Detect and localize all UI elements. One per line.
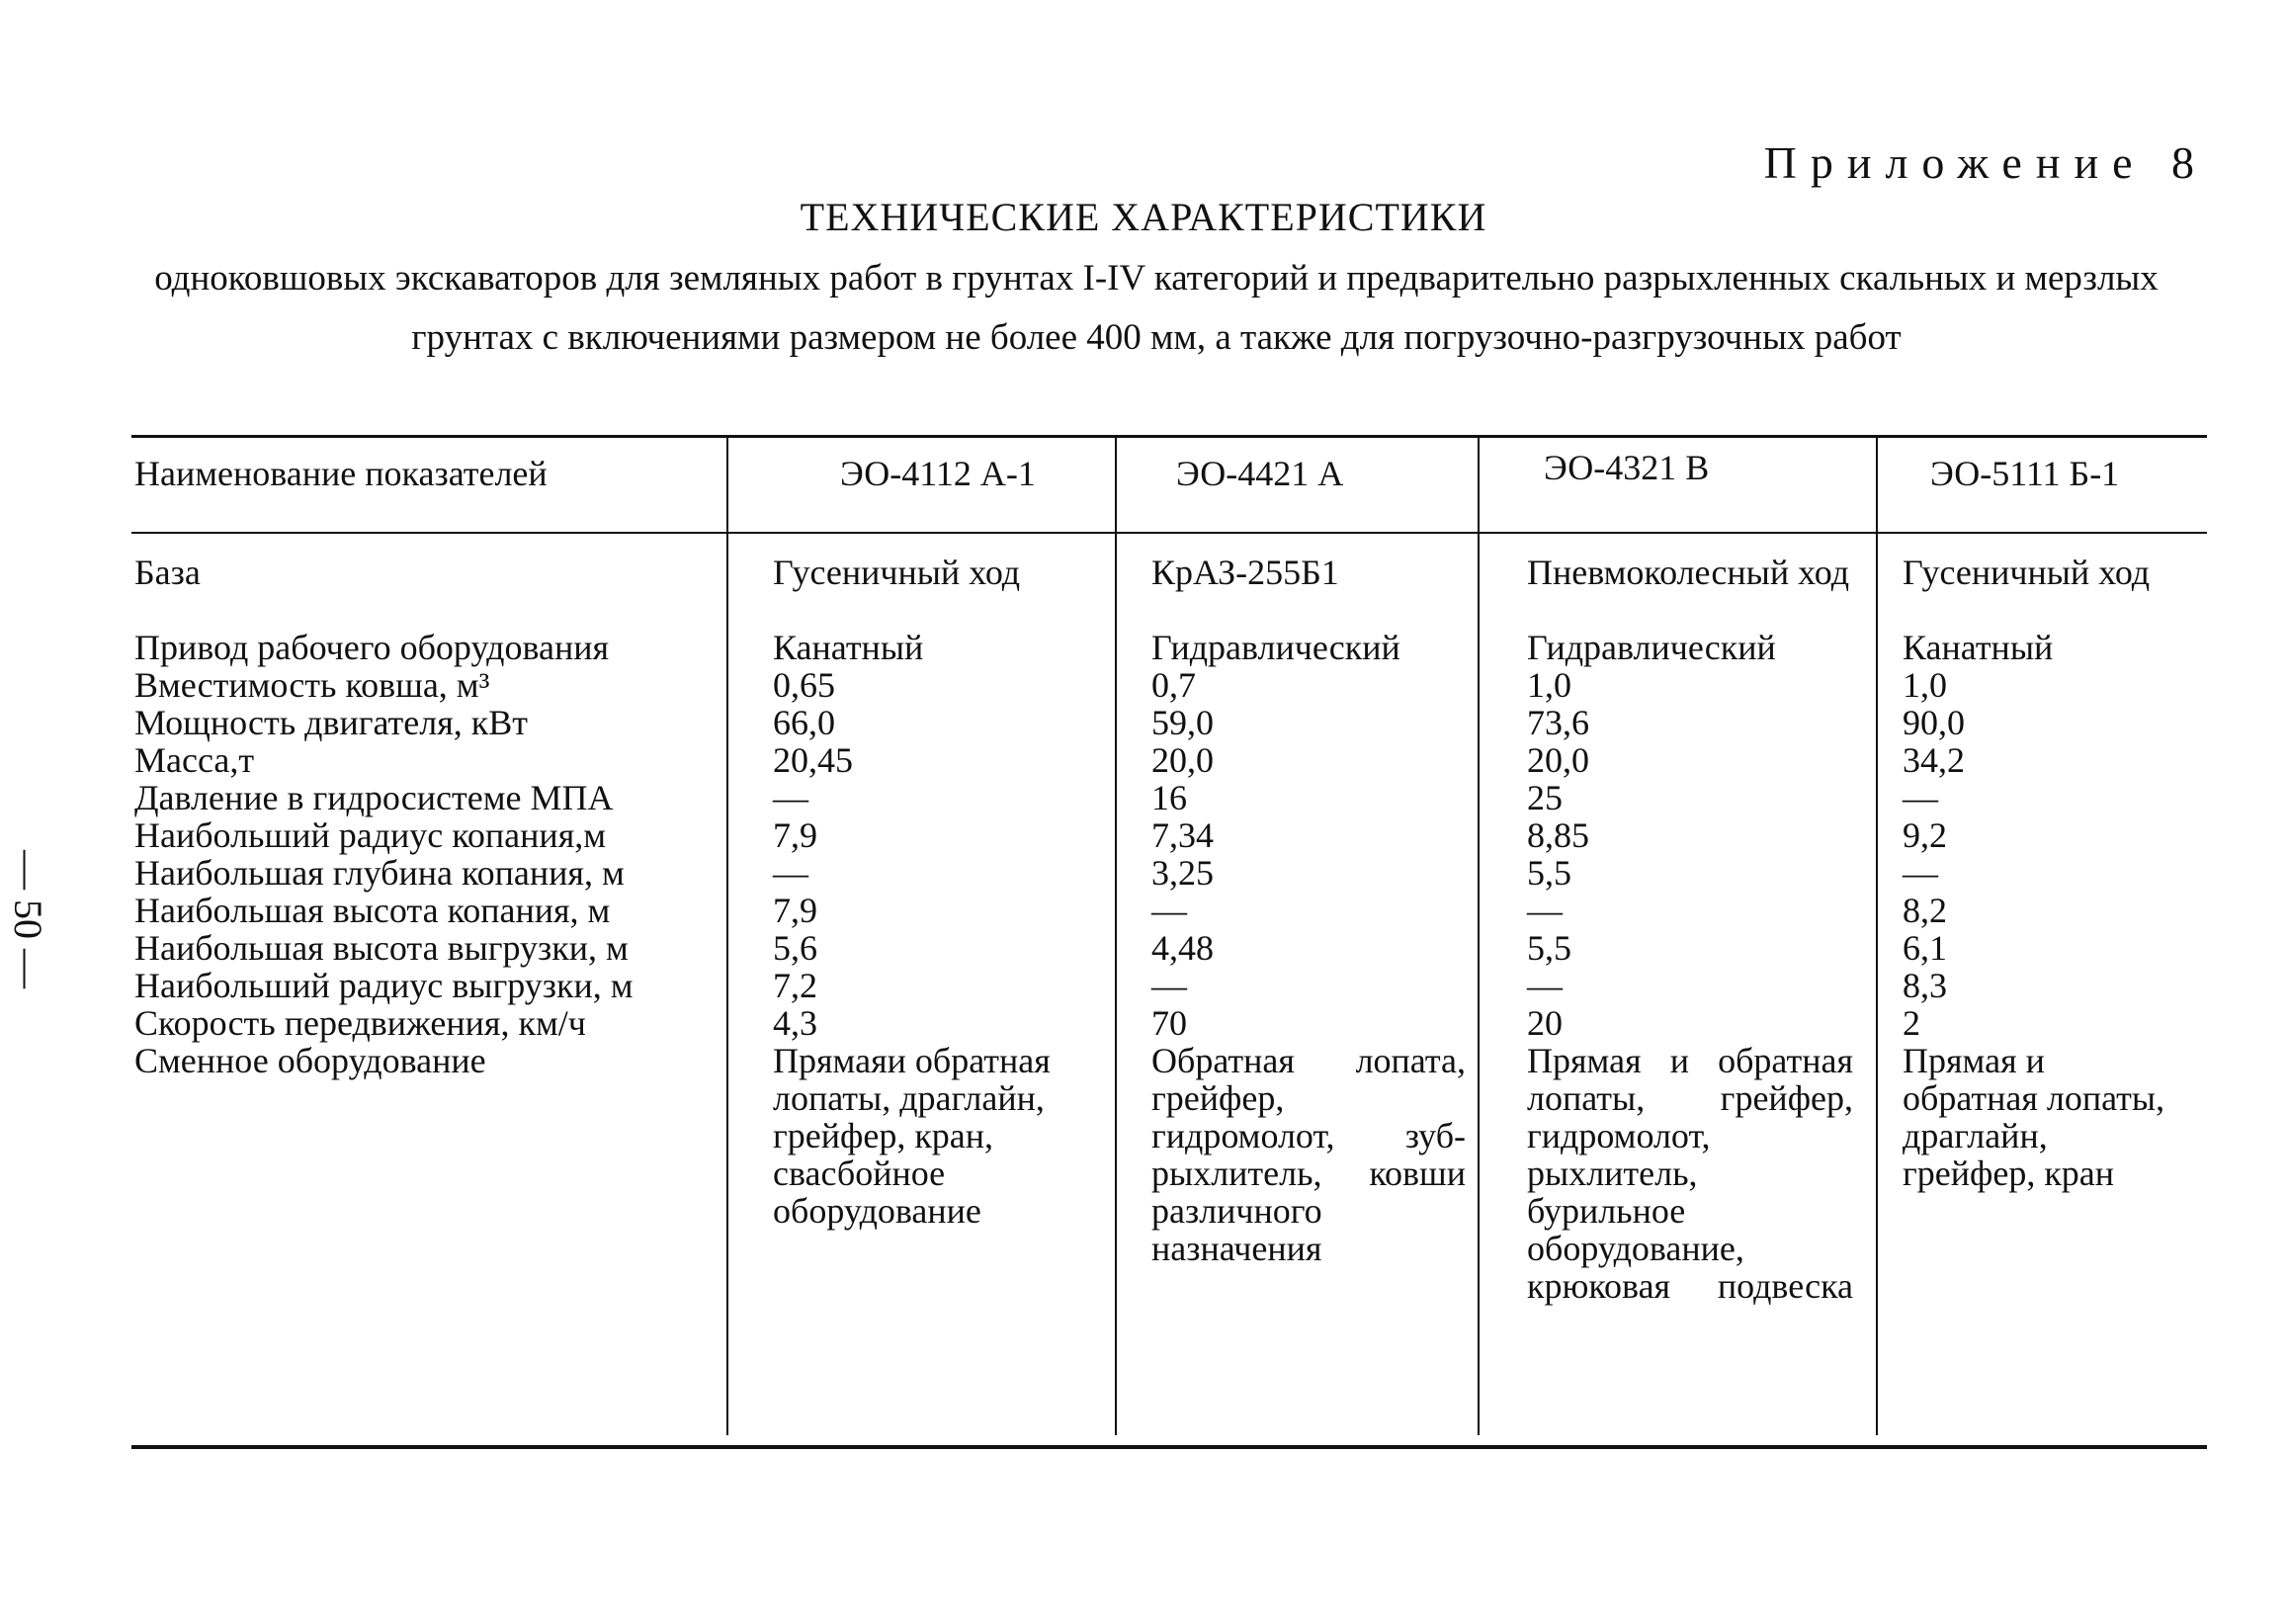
- row-label: Наибольшая высота копания, м: [134, 891, 611, 930]
- header-model-4: ЭО-5111 Б-1: [1930, 454, 2120, 493]
- cell-equipment: Прямая и обратная лопаты, грейфер, гидромолот, рыхлитель, бурильное оборудование, крюковая подвеска: [1527, 1041, 1853, 1306]
- header-model-1: ЭО-4112 А-1: [840, 454, 1036, 493]
- cell-value: —: [773, 853, 808, 893]
- cell-value: —: [773, 778, 808, 817]
- cell-value: 8,85: [1527, 815, 1589, 855]
- cell-value: 0,7: [1151, 665, 1196, 705]
- cell-value: 73,6: [1527, 703, 1589, 742]
- column-divider: [1876, 435, 1878, 1435]
- model-2-column: [1151, 554, 1468, 1267]
- header-indicator-name: Наименование показателей: [134, 454, 548, 493]
- cell-value: Гидравлический: [1527, 628, 1776, 667]
- column-divider: [1478, 435, 1480, 1435]
- row-label: Наибольшая глубина копания, м: [134, 853, 625, 893]
- cell-value: —: [1903, 778, 1938, 817]
- document-title: ТЕХНИЧЕСКИЕ ХАРАКТЕРИСТИКИ: [800, 195, 1487, 239]
- row-label: Мощность двигателя, кВт: [134, 703, 528, 742]
- row-label: Наибольший радиус выгрузки, м: [134, 966, 634, 1005]
- model-3-column: [1527, 554, 1853, 1305]
- cell-value: 66,0: [773, 703, 835, 742]
- table-header-rule: [131, 532, 2207, 534]
- cell-equipment: Прямаяи обратная лопаты, драглайн, грейфер, кран, свасбойное оборудование: [773, 1041, 1051, 1231]
- cell-value: 6,1: [1903, 928, 1947, 968]
- cell-value: 5,5: [1527, 928, 1571, 968]
- cell-equipment: Обратная лопата, грейфер, гидромолот, зуб-рыхлитель, ковши различного назначения: [1151, 1041, 1466, 1268]
- row-label: База: [134, 553, 201, 592]
- row-label: Наибольшая высота выгрузки, м: [134, 928, 629, 968]
- row-labels-column: [134, 554, 718, 1079]
- row-label: Вместимость ковша, м³: [134, 665, 490, 705]
- cell-value: 59,0: [1151, 703, 1214, 742]
- page-number: — 50 —: [6, 850, 50, 988]
- header-model-2: ЭО-4421 А: [1176, 454, 1344, 493]
- cell-base: Гусеничный ход: [773, 553, 1021, 592]
- document-subtitle: одноковшовых экскаваторов для земляных работ в грунтах I-IV категорий и предварительно разрыхленных скальных и мерзлых грунтах с включениями размером не более 400 мм, а также для погрузочно-разгрузочных работ: [154, 258, 2159, 358]
- cell-value: 7,34: [1151, 815, 1214, 855]
- cell-value: Канатный: [1903, 628, 2054, 667]
- cell-value: 25: [1527, 778, 1563, 817]
- cell-value: 5,5: [1527, 853, 1571, 893]
- cell-value: Гидравлический: [1151, 628, 1400, 667]
- cell-value: —: [1903, 853, 1938, 893]
- row-label: Привод рабочего оборудования: [134, 628, 610, 667]
- cell-base: КрАЗ-255Б1: [1151, 553, 1339, 592]
- cell-value: Канатный: [773, 628, 924, 667]
- cell-value: 7,2: [773, 966, 817, 1005]
- cell-value: —: [1527, 966, 1563, 1005]
- table-top-rule: [131, 435, 2207, 438]
- cell-value: 7,9: [773, 815, 817, 855]
- cell-value: 20,0: [1527, 740, 1589, 780]
- header-model-3: ЭО-4321 В: [1544, 448, 1710, 487]
- table-bottom-rule: [131, 1445, 2207, 1449]
- model-4-column: [1903, 554, 2199, 1192]
- cell-value: 8,3: [1903, 966, 1947, 1005]
- cell-value: 2: [1903, 1003, 1920, 1043]
- row-label: Давление в гидросистеме МПА: [134, 778, 614, 817]
- cell-value: 8,2: [1903, 891, 1947, 930]
- cell-value: 5,6: [773, 928, 817, 968]
- cell-value: 20: [1527, 1003, 1563, 1043]
- cell-value: —: [1527, 891, 1563, 930]
- cell-value: 34,2: [1903, 740, 1965, 780]
- cell-base: Пневмоколесный ход: [1527, 553, 1850, 592]
- cell-value: 3,25: [1151, 853, 1214, 893]
- cell-value: —: [1151, 891, 1187, 930]
- row-label: Сменное оборудование: [134, 1041, 486, 1080]
- cell-value: —: [1151, 966, 1187, 1005]
- cell-value: 7,9: [773, 891, 817, 930]
- cell-value: 20,0: [1151, 740, 1214, 780]
- row-label: Наибольший радиус копания,м: [134, 815, 607, 855]
- cell-value: 90,0: [1903, 703, 1965, 742]
- cell-value: 1,0: [1527, 665, 1571, 705]
- cell-value: 16: [1151, 778, 1187, 817]
- appendix-label: Приложение 8: [1763, 137, 2208, 188]
- cell-value: 20,45: [773, 740, 853, 780]
- row-label: Масса,т: [134, 740, 255, 780]
- cell-value: 70: [1151, 1003, 1187, 1043]
- column-divider: [726, 435, 728, 1435]
- column-divider: [1115, 435, 1117, 1435]
- row-label: Скорость передвижения, км/ч: [134, 1003, 586, 1043]
- cell-base: Гусеничный ход: [1903, 553, 2151, 592]
- model-1-column: [773, 554, 1079, 1230]
- cell-value: 1,0: [1903, 665, 1947, 705]
- cell-value: 0,65: [773, 665, 835, 705]
- cell-equipment: Прямая и обратная лопаты, драглайн, грейфер, кран: [1903, 1041, 2165, 1193]
- cell-value: 9,2: [1903, 815, 1947, 855]
- cell-value: 4,48: [1151, 928, 1214, 968]
- cell-value: 4,3: [773, 1003, 817, 1043]
